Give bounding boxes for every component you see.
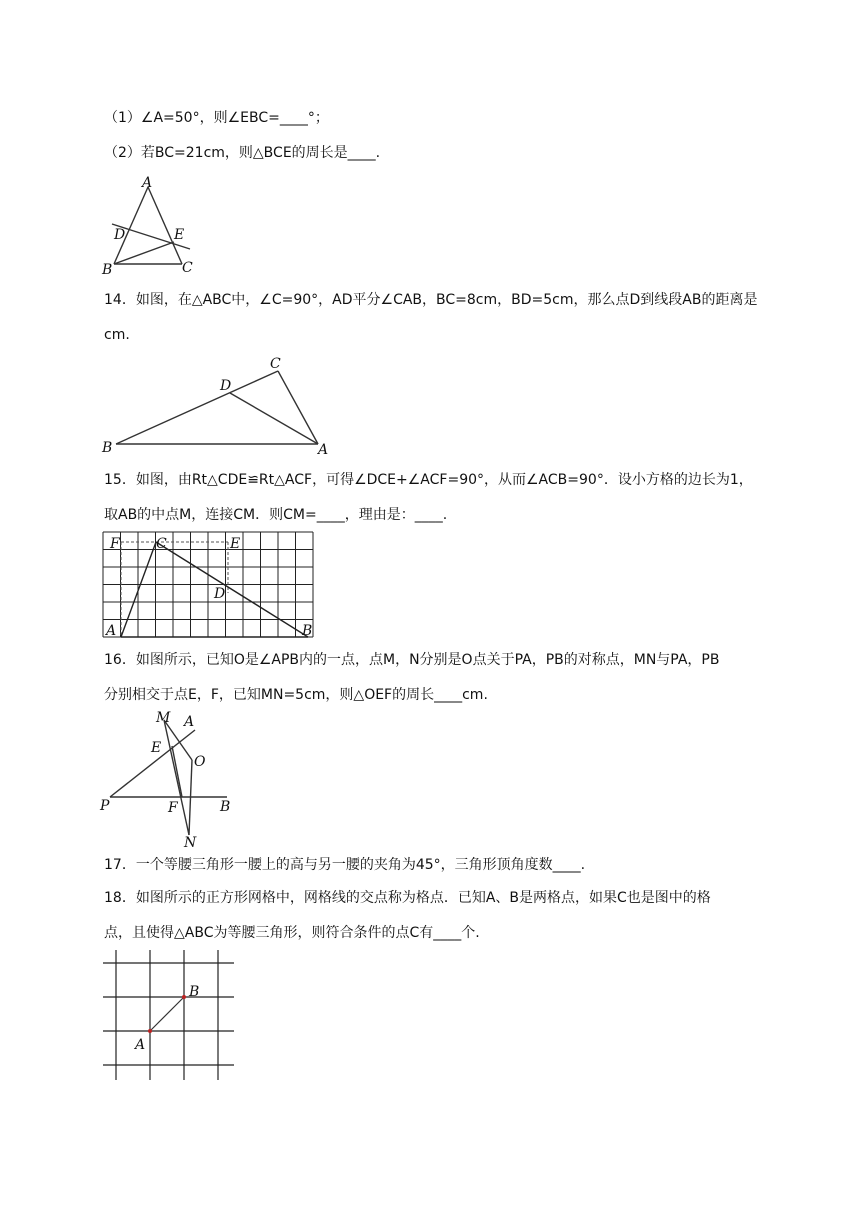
q16-line1: 16．如图所示，已知O是∠APB内的一点，点M，N分别是O点关于PA，PB的对称点，MN与PA，PB <box>104 652 720 668</box>
q13-part2: （2）若BC=21cm，则△BCE的周长是____. <box>104 145 381 161</box>
q14-label-b: B <box>102 440 113 456</box>
q14-line2: cm. <box>104 327 130 343</box>
q15-figure <box>100 532 325 642</box>
q16-label-f: F <box>168 800 178 816</box>
q14-label-c: C <box>270 356 281 372</box>
q18-figure <box>100 950 240 1085</box>
q18-line1: 18．如图所示的正方形网格中，网格线的交点称为格点．已知A、B是两格点，如果C也是图中的格 <box>104 890 711 906</box>
q16-figure <box>100 708 240 851</box>
q13-label-b: B <box>102 262 113 278</box>
q16-label-a: A <box>184 714 195 730</box>
q16-line2: 分别相交于点E，F，已知MN=5cm，则△OEF的周长____cm. <box>104 687 488 703</box>
q15-label-d: D <box>214 586 226 602</box>
q13-label-c: C <box>182 260 193 276</box>
q16-label-n: N <box>184 835 197 851</box>
q15-label-b: B <box>302 623 313 639</box>
q13-label-a: A <box>142 175 153 191</box>
q15-label-f: F <box>110 536 120 552</box>
q16-label-m: M <box>156 710 171 726</box>
q15-line2: 取AB的中点M，连接CM．则CM=____，理由是：____. <box>104 507 448 523</box>
q18-label-b: B <box>189 984 200 1000</box>
q14-line1: 14．如图，在△ABC中，∠C=90°，AD平分∠CAB，BC=8cm，BD=5cm，那么点D到线段AB的距离是 <box>104 292 758 308</box>
q16-label-p: P <box>100 798 110 814</box>
q14-label-a: A <box>318 442 329 458</box>
q14-figure <box>100 352 340 457</box>
q15-label-e: E <box>230 536 241 552</box>
q16-label-o: O <box>194 754 206 770</box>
q13-figure <box>100 172 200 277</box>
q18-line2: 点，且使得△ABC为等腰三角形，则符合条件的点C有____个. <box>104 925 480 941</box>
q17-line1: 17．一个等腰三角形一腰上的高与另一腰的夹角为45°，三角形顶角度数____. <box>104 857 586 873</box>
q15-line1: 15．如图，由Rt△CDE≌Rt△ACF，可得∠DCE+∠ACF=90°，从而∠ACB=90°．设小方格的边长为1， <box>104 472 753 488</box>
q14-label-d: D <box>220 378 232 394</box>
q13-label-d: D <box>114 227 126 243</box>
q15-label-c: C <box>156 536 167 552</box>
q15-label-a: A <box>106 623 117 639</box>
q13-label-e: E <box>174 227 185 243</box>
q18-label-a: A <box>135 1037 146 1053</box>
q13-part1: （1）∠A=50°，则∠EBC=____°； <box>104 110 329 126</box>
q16-label-b: B <box>220 799 231 815</box>
q16-label-e: E <box>151 740 162 756</box>
